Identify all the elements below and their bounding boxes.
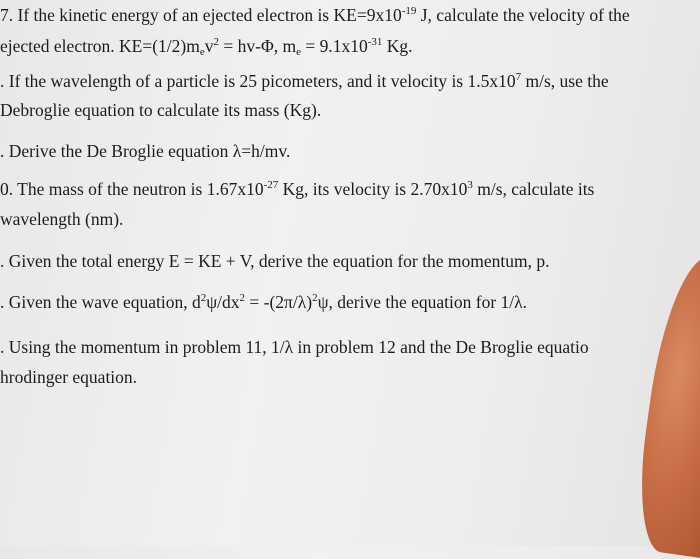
finger-photo-element [630,251,700,559]
problem-8-line-1 [0,70,609,92]
problem-12-text-c: = -(2π/λ) [245,292,313,312]
problem-9-line-1 [0,140,290,162]
problem-7-line-1 [0,4,630,26]
problem-7-line-2 [0,35,413,57]
problem-10-line-2 [0,208,123,230]
problem-11-text: . Given the total energy E = KE + V, derive the equation for the momentum, p. [0,251,550,271]
subscript: e [296,46,301,58]
exponent: 2 [200,292,207,304]
problem-7-text-c: ejected electron. KE=(1/2)m [0,36,200,56]
exponent: 3 [467,179,473,191]
problem-10-text-d: wavelength (nm). [0,209,124,229]
problem-10-line-1 [0,178,594,200]
exponent: 2 [312,292,318,304]
problem-7-text-b: J, calculate the velocity of the [416,5,630,25]
exponent: 7 [515,71,522,83]
problem-7-text-d: v [204,36,214,56]
exponent: -31 [367,36,383,48]
problem-12-text-b: ψ/dx [206,292,240,312]
problem-12-line-1 [0,291,527,313]
problem-7-text-g: Kg. [382,36,413,56]
problem-12-text-d: ψ, derive the equation for 1/λ. [317,292,528,312]
problem-8-line-2 [0,99,321,121]
problem-10-text-c: m/s, calculate its [472,179,595,199]
problem-7-text-a: 7. If the kinetic energy of an ejected electron is KE=9x10 [0,5,402,25]
exponent: 2 [213,36,219,48]
problem-8-text-c: Debroglie equation to calculate its mass (Kg). [0,100,322,120]
problem-13-text-b: hrodinger equation. [0,367,138,387]
problem-13-line-2 [0,366,137,388]
problem-12-text-a: . Given the wave equation, d [0,292,201,312]
problem-7-text-e: = hv-Φ, m [219,36,297,56]
problem-8-text-b: m/s, use the [521,71,609,91]
subscript: e [199,46,205,58]
exponent: -27 [263,179,279,191]
problem-7-text-f: = 9.1x10 [301,36,368,56]
problem-13-line-1 [0,336,589,358]
problem-10-text-b: Kg, its velocity is 2.70x10 [278,179,468,199]
problem-13-text-a: . Using the momentum in problem 11, 1/λ in problem 12 and the De Broglie equatio [0,337,589,357]
exponent: -19 [401,5,417,17]
problem-11-line-1 [0,250,549,272]
exponent: 2 [239,292,246,304]
problem-8-text-a: . If the wavelength of a particle is 25 picometers, and it velocity is 1.5x10 [0,71,516,91]
problem-10-text-a: 0. The mass of the neutron is 1.67x10 [0,179,264,199]
problem-9-text: . Derive the De Broglie equation λ=h/mv. [0,141,291,161]
